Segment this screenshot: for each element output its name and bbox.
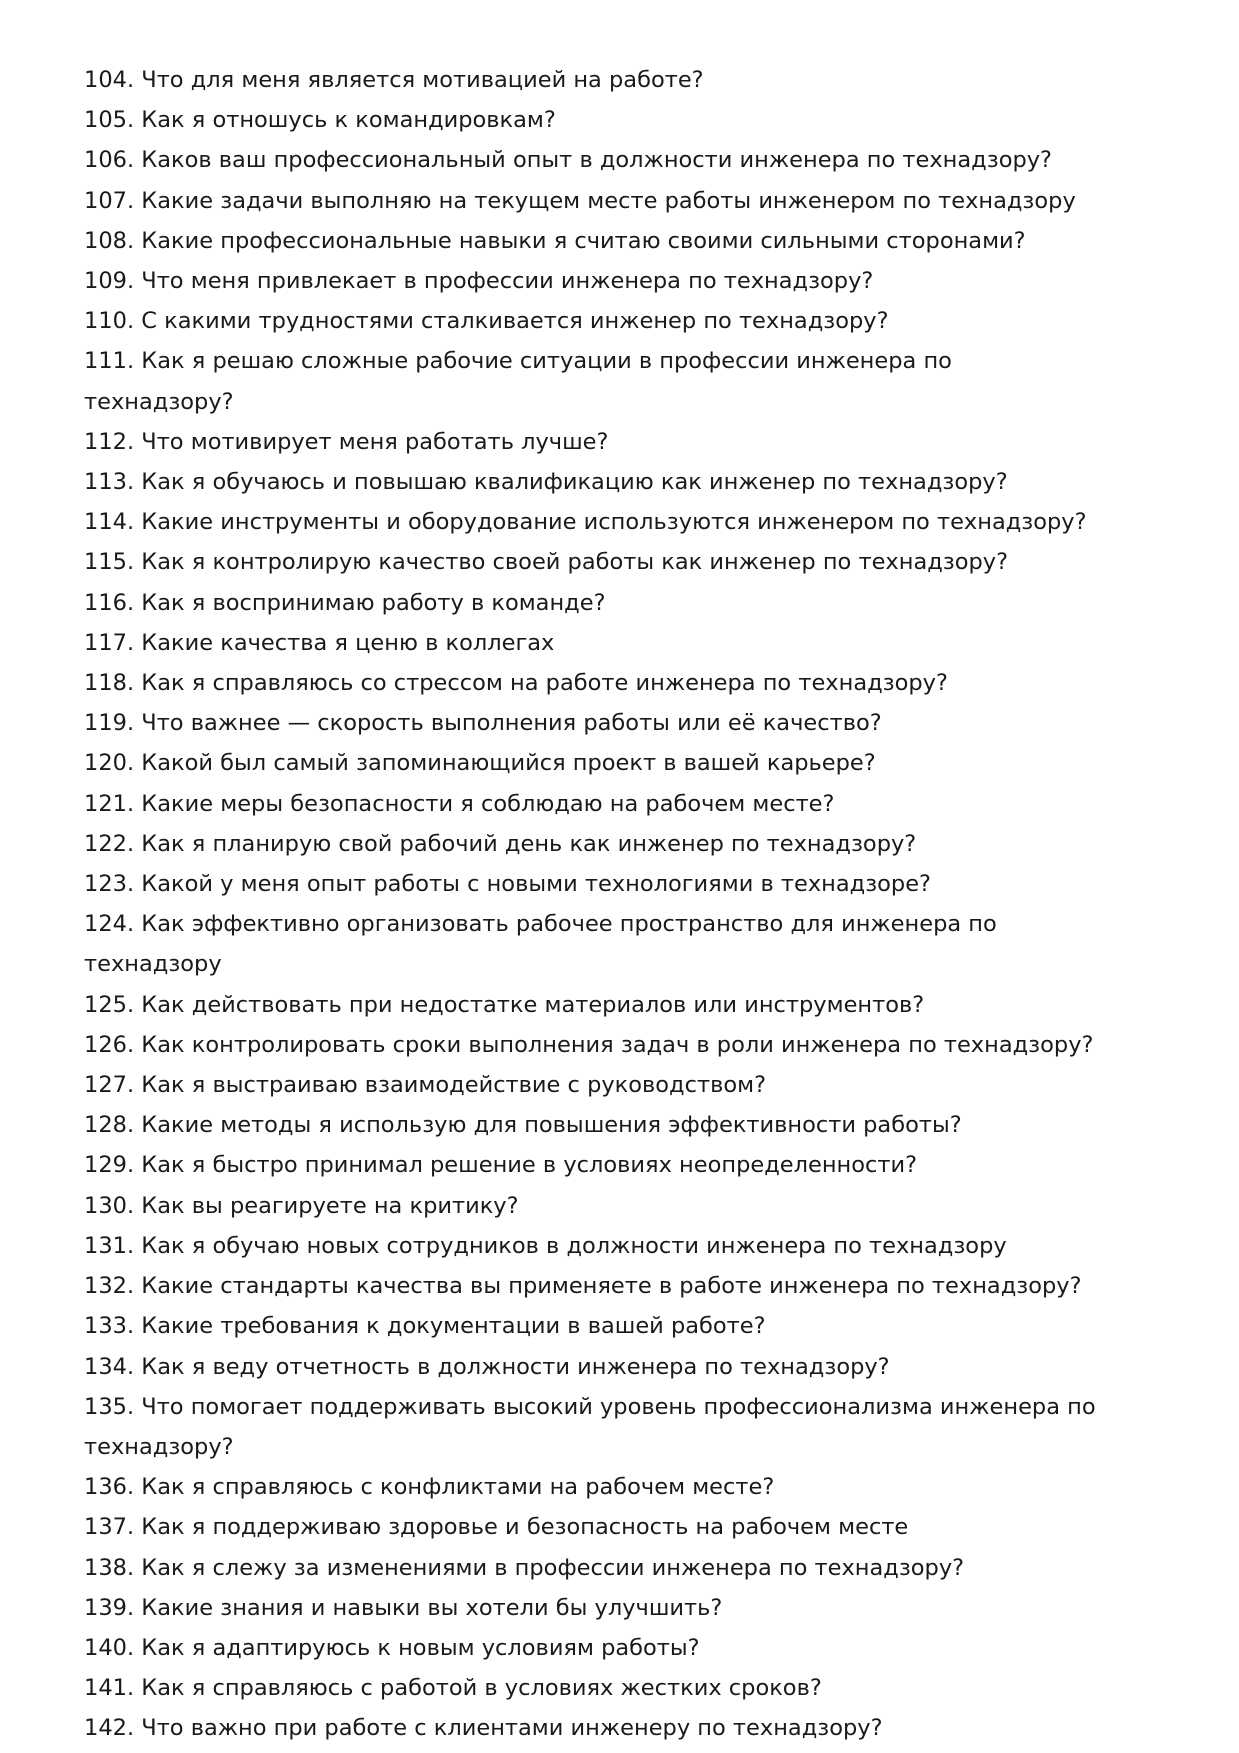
- question-number: 125.: [84, 991, 135, 1018]
- question-number: 133.: [84, 1313, 135, 1340]
- question-text: Как я воспринимаю работу в команде?: [141, 589, 606, 616]
- list-item: [84, 301, 1104, 341]
- question-number: 109.: [84, 268, 135, 295]
- list-item: [84, 422, 1104, 462]
- list-item: [84, 1306, 1104, 1346]
- question-number: 142.: [84, 1715, 135, 1742]
- question-number: 132.: [84, 1273, 135, 1300]
- question-number: 117.: [84, 629, 135, 656]
- question-number: 136.: [84, 1474, 135, 1501]
- question-text: Что мотивирует меня работать лучше?: [141, 428, 609, 455]
- question-number: 135.: [84, 1393, 135, 1420]
- question-number: 118.: [84, 670, 135, 697]
- question-text: Как действовать при недостатке материалов или инструментов?: [141, 991, 925, 1018]
- list-item: [84, 1548, 1104, 1588]
- list-item: [84, 1226, 1104, 1266]
- question-number: 105.: [84, 107, 135, 134]
- list-item: [84, 221, 1104, 261]
- list-item: [84, 1186, 1104, 1226]
- question-text: Какие меры безопасности я соблюдаю на рабочем месте?: [141, 790, 835, 817]
- list-item: [84, 1025, 1104, 1065]
- question-text: Какие инструменты и оборудование используются инженером по технадзору?: [141, 509, 1087, 536]
- list-item: [84, 341, 1104, 421]
- question-text: Какие знания и навыки вы хотели бы улучшить?: [141, 1594, 723, 1621]
- question-text: Как я справляюсь с работой в условиях жестких сроков?: [141, 1675, 822, 1702]
- question-number: 138.: [84, 1554, 135, 1581]
- list-item: [84, 462, 1104, 502]
- list-item: [84, 1708, 1104, 1748]
- question-text: Какие качества я ценю в коллегах: [141, 629, 555, 656]
- question-text: Как я быстро принимал решение в условиях неопределенности?: [141, 1152, 918, 1179]
- list-item: [84, 1145, 1104, 1185]
- question-number: 129.: [84, 1152, 135, 1179]
- question-text: Как я веду отчетность в должности инженера по технадзору?: [141, 1353, 890, 1380]
- list-item: [84, 1668, 1104, 1708]
- question-text: Как я отношусь к командировкам?: [141, 107, 556, 134]
- question-text: Какие методы я использую для повышения эффективности работы?: [141, 1112, 962, 1139]
- list-item: [84, 140, 1104, 180]
- question-text: Какие задачи выполняю на текущем месте работы инженером по технадзору: [141, 187, 1076, 214]
- list-item: [84, 824, 1104, 864]
- list-item: [84, 261, 1104, 301]
- list-item: [84, 583, 1104, 623]
- question-number: 106.: [84, 147, 135, 174]
- question-number: 127.: [84, 1072, 135, 1099]
- question-number: 120.: [84, 750, 135, 777]
- document-page: [84, 60, 1104, 1749]
- list-item: [84, 904, 1104, 984]
- list-item: [84, 1105, 1104, 1145]
- question-text: Какие стандарты качества вы применяете в работе инженера по технадзору?: [141, 1273, 1082, 1300]
- list-item: [84, 1467, 1104, 1507]
- question-number: 108.: [84, 227, 135, 254]
- question-text: Какие профессиональные навыки я считаю своими сильными сторонами?: [141, 227, 1026, 254]
- question-number: 134.: [84, 1353, 135, 1380]
- question-text: Как я справляюсь с конфликтами на рабочем месте?: [141, 1474, 775, 1501]
- list-item: [84, 100, 1104, 140]
- list-item: [84, 1628, 1104, 1668]
- question-number: 139.: [84, 1594, 135, 1621]
- question-number: 141.: [84, 1675, 135, 1702]
- question-number: 115.: [84, 549, 135, 576]
- question-text: Как я решаю сложные рабочие ситуации в профессии инженера по технадзору?: [84, 348, 952, 415]
- question-number: 111.: [84, 348, 135, 375]
- question-number: 123.: [84, 871, 135, 898]
- list-item: [84, 703, 1104, 743]
- question-number: 124.: [84, 911, 135, 938]
- question-number: 113.: [84, 469, 135, 496]
- question-text: Что помогает поддерживать высокий уровень профессионализма инженера по технадзору?: [84, 1393, 1096, 1460]
- list-item: [84, 743, 1104, 783]
- list-item: [84, 1588, 1104, 1628]
- question-text: Каков ваш профессиональный опыт в должности инженера по технадзору?: [141, 147, 1052, 174]
- list-item: [84, 1387, 1104, 1467]
- question-text: Что важно при работе с клиентами инженеру по технадзору?: [141, 1715, 883, 1742]
- list-item: [84, 542, 1104, 582]
- list-item: [84, 60, 1104, 100]
- list-item: [84, 784, 1104, 824]
- question-text: Как я обучаюсь и повышаю квалификацию как инженер по технадзору?: [141, 469, 1008, 496]
- list-item: [84, 1065, 1104, 1105]
- question-text: Как я контролирую качество своей работы как инженер по технадзору?: [141, 549, 1009, 576]
- question-number: 126.: [84, 1031, 135, 1058]
- list-item: [84, 985, 1104, 1025]
- question-text: Что меня привлекает в профессии инженера по технадзору?: [141, 268, 874, 295]
- question-text: Как контролировать сроки выполнения задач в роли инженера по технадзору?: [141, 1031, 1094, 1058]
- question-text: Как я справляюсь со стрессом на работе инженера по технадзору?: [141, 670, 948, 697]
- question-number: 121.: [84, 790, 135, 817]
- question-list: [84, 60, 1104, 1749]
- question-text: Какой у меня опыт работы с новыми технологиями в технадзоре?: [141, 871, 931, 898]
- question-number: 122.: [84, 830, 135, 857]
- question-text: Как эффективно организовать рабочее пространство для инженера по технадзору: [84, 911, 997, 978]
- question-number: 128.: [84, 1112, 135, 1139]
- question-number: 112.: [84, 428, 135, 455]
- question-number: 130.: [84, 1192, 135, 1219]
- list-item: [84, 1507, 1104, 1547]
- question-text: Какие требования к документации в вашей работе?: [141, 1313, 766, 1340]
- list-item: [84, 181, 1104, 221]
- question-number: 140.: [84, 1634, 135, 1661]
- list-item: [84, 663, 1104, 703]
- list-item: [84, 502, 1104, 542]
- question-text: С какими трудностями сталкивается инженер по технадзору?: [141, 308, 889, 335]
- question-number: 104.: [84, 67, 135, 93]
- question-text: Как я обучаю новых сотрудников в должности инженера по технадзору: [141, 1232, 1007, 1259]
- question-number: 110.: [84, 308, 135, 335]
- list-item: [84, 1347, 1104, 1387]
- question-number: 116.: [84, 589, 135, 616]
- list-item: [84, 864, 1104, 904]
- question-text: Как я поддерживаю здоровье и безопасность на рабочем месте: [141, 1514, 909, 1541]
- question-text: Как я планирую свой рабочий день как инженер по технадзору?: [141, 830, 917, 857]
- question-number: 119.: [84, 710, 135, 737]
- question-text: Как я слежу за изменениями в профессии инженера по технадзору?: [141, 1554, 965, 1581]
- question-text: Как я адаптируюсь к новым условиям работы?: [141, 1634, 700, 1661]
- question-text: Как вы реагируете на критику?: [141, 1192, 519, 1219]
- question-text: Что важнее — скорость выполнения работы или её качество?: [141, 710, 882, 737]
- list-item: [84, 623, 1104, 663]
- question-number: 114.: [84, 509, 135, 536]
- question-number: 107.: [84, 187, 135, 214]
- question-text: Что для меня является мотивацией на работе?: [141, 67, 704, 93]
- question-text: Как я выстраиваю взаимодействие с руководством?: [141, 1072, 767, 1099]
- question-number: 137.: [84, 1514, 135, 1541]
- question-text: Какой был самый запоминающийся проект в вашей карьере?: [141, 750, 876, 777]
- list-item: [84, 1266, 1104, 1306]
- question-number: 131.: [84, 1232, 135, 1259]
